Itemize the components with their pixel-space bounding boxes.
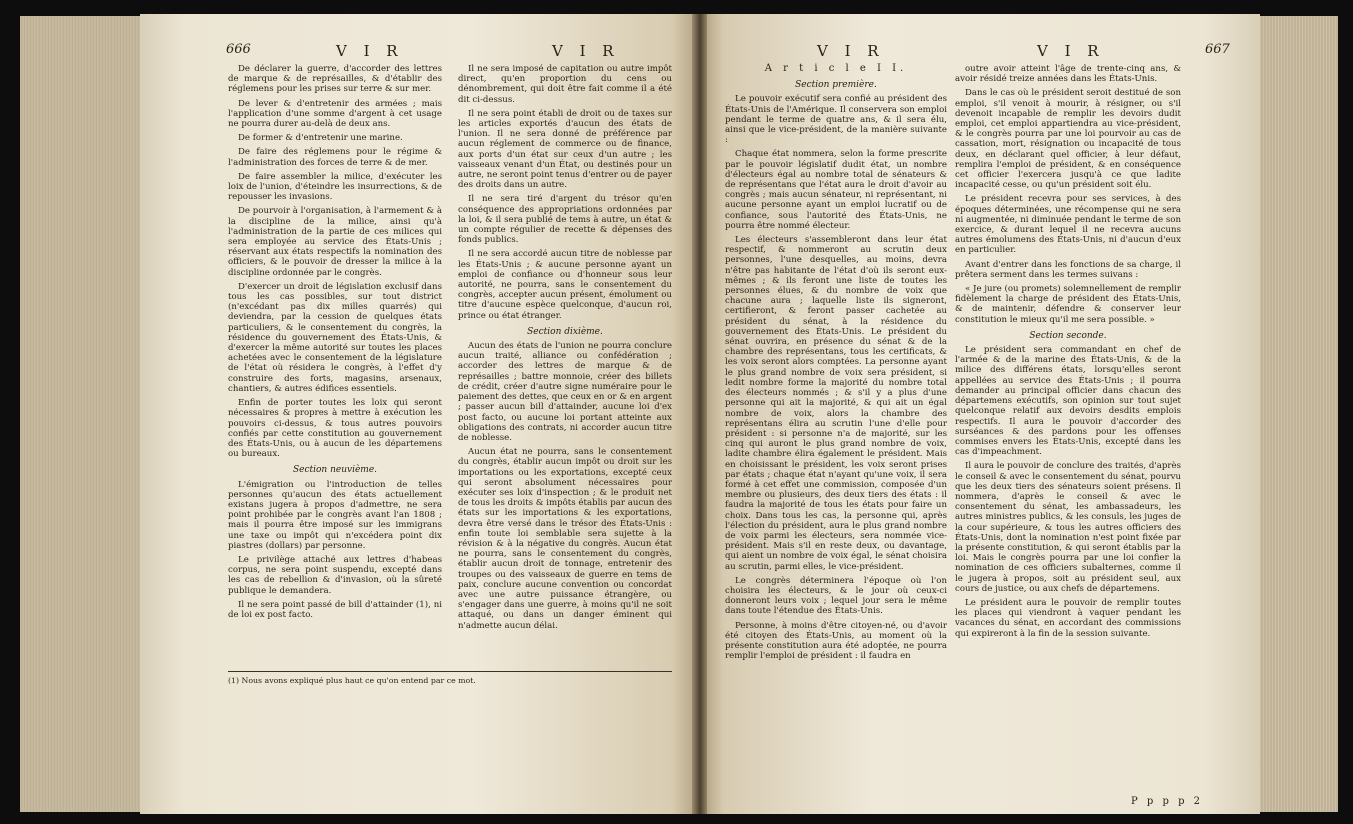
running-head-right-2: V I R: [1037, 42, 1105, 60]
paragraph: Avant d'entrer dans les fonctions de sa charge, il prêtera serment dans les termes suivans :: [955, 259, 1181, 280]
paragraph: De faire assembler la milice, d'exécuter les loix de l'union, d'éteindre les insurrections, & de repousser les invasions.: [228, 171, 442, 203]
paragraph: Dans le cas où le président seroit destitué de son emploi, s'il venoit à mourir, à résigner, ou s'il devenoit incapable de remplir les devoirs dudit emploi, cet emploi appartiendra au vice-président, & le congrès pourra par une loi pourvoir au cas de cassation, mort, résignation ou incapacité de tous deux, en déclarant quel officier, à leur défaut, remplira l'emploi de président, & en conséquence cet officier l'exercera jusqu'à ce que ladite incapacité cesse, ou qu'un président soit élu.: [955, 88, 1181, 191]
right-column-2: [955, 64, 1181, 643]
right-page: [707, 14, 1260, 814]
book-gutter: [692, 14, 708, 814]
paragraph: D'exercer un droit de législation exclusif dans tous les cas possibles, sur tout district (n'excédant pas dix milles quarrés) qui deviendra, par la cession de quelques états particuliers, & le consentement du congrès, la résidence du gouvernement des États-Unis, & d'exercer la même autorité sur toutes les places achetées avec le consentement de la législature de l'état où résidera le congrès, à l'effet d'y construire des forts, magasins, arsenaux, chantiers, & autres édifices essentiels.: [228, 281, 442, 394]
paragraph: De former & d'entretenir une marine.: [238, 133, 403, 144]
paragraph: Enfin de porter toutes les loix qui seront nécessaires & propres à mettre à exécution les pouvoirs ci-dessus, & tous autres pouvoirs confiés par cette constitution au gouvernement des États-Unis, ou à aucun de les départemens ou bureaux.: [228, 398, 442, 460]
page-edges-left: [20, 16, 140, 812]
paragraph: Il ne sera point établi de droit ou de taxes sur les articles exportés d'aucun des états de l'union. Il ne sera donné de préférence par aucun réglement de commerce ou de finance, aux ports d'un état sur ceux d'un autre ; les vaisseaux venant d'un État, ou destinés pour un autre, ne seront point tenus d'entrer ou de payer des droits dans un autre.: [458, 108, 672, 191]
left-page: [140, 14, 694, 814]
paragraph: « Je jure (ou promets) solemnellement de remplir fidèlement la charge de président des États-Unis, & de maintenir, défendre & conserver leur constitution le mieux qu'il me sera possible. »: [955, 284, 1181, 325]
page-number-right: 667: [1205, 42, 1230, 57]
page-edges-right: [1260, 16, 1338, 812]
paragraph: Chaque état nommera, selon la forme prescrite par le pouvoir législatif dudit état, un nombre d'électeurs égal au nombre total de sénateurs & de représentans que l'état aura le droit d'avoir au congrès ; mais aucun sénateur, ni représentant, ni aucune personne ayant un emploi lucratif ou de confiance, sous l'autorité des États-Unis, ne pourra être nommé électeur.: [725, 149, 947, 231]
paragraph: De pourvoir à l'organisation, à l'armement & à la discipline de la milice, ainsi qu'à l'administration de la partie de ces milices qui sera employée au service des États-Unis ; réservant aux états respectifs la nomination des officiers, & le pouvoir de dresser la milice à la discipline ordonnée par le congrès.: [228, 206, 442, 278]
paragraph: Le congrès déterminera l'époque où l'on choisira les électeurs, & le jour où ceux-ci donneront leurs voix ; lequel jour sera le même dans toute l'étendue des États-Unis.: [725, 575, 947, 617]
paragraph: Il ne sera accordé aucun titre de noblesse par les États-Unis ; & aucune personne ayant un emploi de confiance ou d'honneur sous leur autorité, ne pourra, sans le consentement du congrès, accepter aucun présent, émolument ou titre d'aucune espèce quelconque, d'aucun roi, prince ou état étranger.: [458, 249, 672, 321]
paragraph: Le président aura le pouvoir de remplir toutes les places qui viendront à vaquer pendant les vacances du sénat, en accordant des commissions qui expireront à la fin de la session suivante.: [955, 597, 1181, 639]
section-heading: Section neuvième.: [292, 465, 378, 476]
section-heading: Section dixième.: [527, 326, 603, 337]
paragraph: De faire des réglemens pour le régime & l'administration des forces de terre & de mer.: [228, 147, 442, 168]
paragraph: Il ne sera tiré d'argent du trésor qu'en conséquence des appropriations ordonnées par la loi, & il sera publié de tems à autre, un état & un compte régulier de recette & dépenses des fonds publics.: [458, 194, 672, 246]
signature-mark: P p p p 2: [1131, 796, 1204, 807]
paragraph: Il ne sera point passé de bill d'attainder (1), ni de loi ex post facto.: [228, 599, 442, 620]
paragraph: Il aura le pouvoir de conclure des traités, d'après le conseil & avec le consentement du sénat, pourvu que les deux tiers des sénateurs soient présens. Il nommera, d'après le conseil & avec le consentement du sénat, les ambassadeurs, les autres ministres publics, & les consuls, les juges de la cour supérieure, & tous les autres officiers des États-Unis, dont la nomination n'est point fixée par la présente constitution, & qui seront établis par la loi. Mais le congrès pourra par une loi confier la nomination de ces officiers subalternes, comme il le jugera à propos, soit au président seul, aux cours de justice, ou aux chefs de départemens.: [955, 461, 1181, 594]
right-column-1: [725, 64, 947, 665]
paragraph: Aucun état ne pourra, sans le consentement du congrès, établir aucun impôt ou droit sur les importations ou les exportations, excepté ceux qui seront absolument nécessaires pour exécuter ses loix d'inspection ; & le produit net de tous les droits & impôts établis par aucun des états sur les importations & les exportations, devra être versé dans le trésor des États-Unis : enfin toute loi semblable sera sujette à la révision & à la négative du congrès. Aucun état ne pourra, sans le consentement du congrès, établir aucun droit de tonnage, entretenir des troupes ou des vaisseaux de guerre en tems de paix, conclure aucune convention ou concordat avec une autre puissance étrangère, ou s'engager dans une guerre, à moins qu'il ne soit attaqué, ou dans un danger éminent qui n'admette aucun délai.: [458, 447, 672, 631]
running-head-right-1: V I R: [817, 42, 885, 60]
paragraph: Personne, à moins d'être citoyen-né, ou d'avoir été citoyen des États-Unis, au moment où la présente constitution aura été adoptée, ne pourra remplir l'emploi de président : il faudra en: [725, 620, 947, 662]
paragraph: Le pouvoir exécutif sera confié au président des États-Unis de l'Amérique. Il conservera son emploi pendant le terme de quatre ans, & il sera élu, ainsi que le vice-président, de la manière suivante :: [725, 94, 947, 146]
paragraph: Les électeurs s'assembleront dans leur état respectif, & nommeront au scrutin deux personnes, l'une desquelles, au moins, devra n'être pas habitante de l'état d'où ils seront eux-mêmes ; & ils feront une liste de toutes les personnes élues, & du nombre de voix que chacune aura ; laquelle liste ils signeront, certifieront, & feront passer cachetée au président du sénat, à la résidence du gouvernement des États-Unis. Le président du sénat ouvrira, en présence du sénat & de la chambre des représentans, tous les certificats, & les voix seront alors comptées. La personne ayant le plus grand nombre de voix sera président, si ledit nombre forme la majorité du nombre total des électeurs nommés ; & s'il y a plus d'une personne qui ait la majorité, & qui ait un égal nombre de voix, alors la chambre des représentans élira au scrutin l'une d'elle pour président : si personne n'a de majorité, sur les cinq qui auront le plus grand nombre de voix, ladite chambre élira également le président. Mais en choisissant le président, les voix seront prises par états ; chaque état n'ayant qu'une voix, il sera formé à cet effet une commission, composée d'un membre ou plusieurs, des deux tiers des états : il faudra la majorité de tous les états pour faire un choix. Dans tous les cas, la personne qui, après l'élection du président, aura le plus grand nombre de voix parmi les électeurs, sera nommée vice-président. Mais s'il en reste deux, ou davantage, qui aient un nombre de voix égal, le sénat choisira au scrutin, parmi elles, le vice-président.: [725, 235, 947, 572]
running-head-left-1: V I R: [336, 42, 404, 60]
page-number-left: 666: [226, 42, 251, 57]
paragraph: Le président recevra pour ses services, à des époques déterminées, une récompense qui ne sera ni augmentée, ni diminuée pendant le terme de son exercice, & durant lequel il ne recevra aucuns autres émolumens des États-Unis, ni d'aucun d'eux en particulier.: [955, 194, 1181, 256]
paragraph: outre avoir atteint l'âge de trente-cinq ans, & avoir résidé treize années dans les États-Unis.: [955, 64, 1181, 85]
article-heading: A r t i c l e I I.: [764, 63, 908, 74]
section-heading: Section première.: [795, 80, 877, 91]
paragraph: De déclarer la guerre, d'accorder des lettres de marque & de représailles, & d'établir des réglemens pour les prises sur terre & sur mer.: [228, 64, 442, 95]
left-column-2: [458, 64, 672, 635]
running-head-left-2: V I R: [552, 42, 620, 60]
paragraph: Le président sera commandant en chef de l'armée & de la marine des États-Unis, & de la milice des différens états, lorsqu'elles seront appellées au service des États-Unis ; il pourra demander au principal officier dans chacun des départemens exécutifs, son opinion sur tout sujet quelconque relatif aux devoirs desdits emplois respectifs. Il aura le pouvoir d'accorder des surséances & des pardons pour les offenses commises envers les États-Unis, excepté dans les cas d'impeachment.: [955, 345, 1181, 458]
paragraph: De lever & d'entretenir des armées ; mais l'application d'une somme d'argent à cet usage ne pourra durer au-delà de deux ans.: [228, 98, 442, 130]
footnote-rule: [228, 671, 672, 672]
left-column-1: [228, 64, 442, 624]
paragraph: L'émigration ou l'introduction de telles personnes qu'aucun des états actuellement existans jugera à propos d'admettre, ne sera point prohibée par le congrès avant l'an 1808 ; mais il pourra être imposé sur les immigrans une taxe ou impôt qui n'excédera point dix piastres (dollars) par personne.: [228, 479, 442, 551]
footnote: (1) Nous avons expliqué plus haut ce qu'on entend par ce mot.: [228, 676, 476, 685]
section-heading: Section seconde.: [1029, 330, 1107, 341]
paragraph: Aucun des états de l'union ne pourra conclure aucun traité, alliance ou confédération ; accorder des lettres de marque & de représailles ; battre monnoie, créer des billets de crédit, créer d'autre signe numéraire pour le paiement des dettes, que ceux en or & en argent ; passer aucun bill d'attainder, aucune loi d'ex post facto, ou aucune loi portant atteinte aux obligations des contrats, ni accorder aucun titre de noblesse.: [458, 341, 672, 443]
paragraph: Il ne sera imposé de capitation ou autre impôt direct, qu'en proportion du cens ou dénombrement, qui doit être fait comme il a été dit ci-dessus.: [458, 64, 672, 105]
paragraph: Le privilège attaché aux lettres d'habeas corpus, ne sera point suspendu, excepté dans les cas de rebellion & d'invasion, où la sûreté publique le demandera.: [228, 554, 442, 596]
